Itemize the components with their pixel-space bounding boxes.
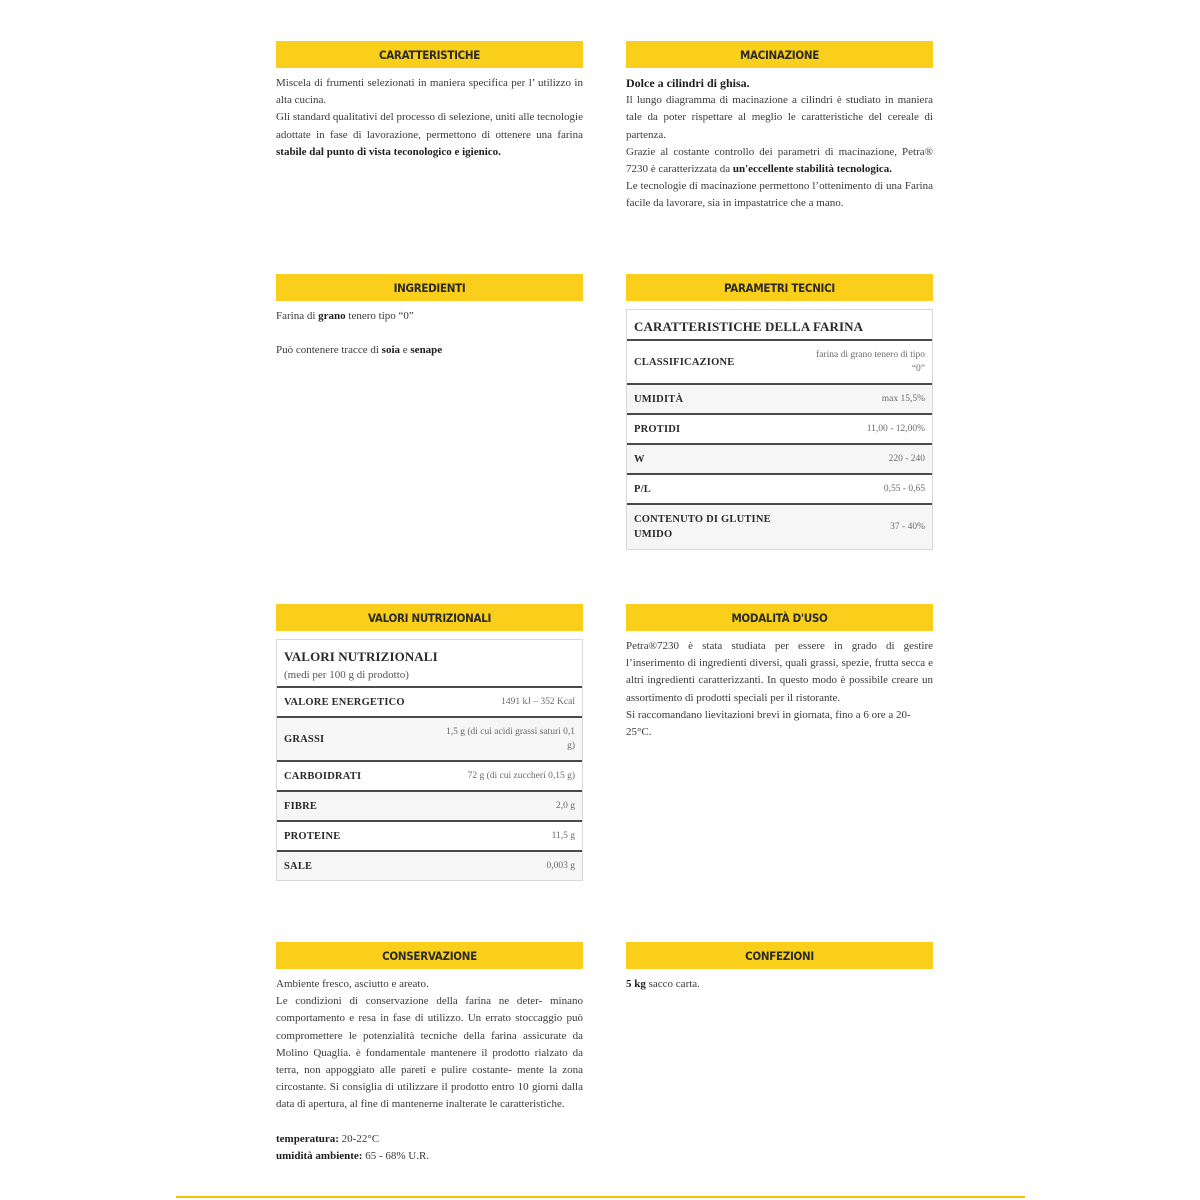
row-value: 0,003 g [546,861,575,871]
paragraph: Le condizioni di conservazione della farina ne deter- minano comportamento e resa in fase di utilizzo. Un errato stoccaggio può compromettere le potenzialità tecniche della farina assicurate da Molino Quaglia. è fondamentale mantenere il prodotto rialzato da terra, non appoggiato alle pareti e pulire costante- mente la zona circostante. Si consiglia di utilizzare il prodotto entro 10 giorni dalla data di apertura, al fine di mantenerne inalterate le caratteristiche. [276,995,583,1111]
section-header-ingredienti: INGREDIENTI [276,274,583,301]
table-row [277,716,582,760]
row-key: FIBRE [284,800,318,812]
text: Può contenere tracce di [276,344,382,357]
section-header-macinazione: MACINAZIONE [626,41,933,68]
spacer [276,1114,583,1131]
section-body [626,638,933,741]
text: 20-22°C [338,1132,380,1145]
bold-text: un'eccellente stabilità tecnologica. [732,163,893,176]
section-macinazione [626,41,933,213]
section-header-modalita: MODALITÀ D'USO [626,604,933,631]
bold-text: soia [381,344,401,357]
section-caratteristiche [276,41,583,161]
section-confezioni [626,942,933,993]
paragraph: Petra®7230 è stata studiata per essere in grado di gestire l’inserimento di ingredienti diversi, quali grassi, spezie, frutta secca e altri ingredienti caratterizzanti. In questo modo è possibile creare un assortimento di prodotti speciali per il ristorante. [626,640,933,704]
table-row [277,760,582,790]
section-header-confezioni: CONFEZIONI [626,942,933,969]
text: tenero tipo “0” [345,310,414,322]
section-body [276,75,583,161]
row-key: UMIDITÀ [634,393,684,405]
row-value: farina di grano tenero di tipo “0” [816,350,925,374]
humidity-line [276,1148,583,1165]
lead-text: Dolce a cilindri di ghisa. [626,76,750,90]
section-modalita-uso [626,604,933,741]
flour-characteristics-table [626,309,933,550]
bold-text: temperatura: [276,1132,339,1145]
row-value: 11,00 - 12,00% [866,424,925,434]
row-key: CLASSIFICAZIONE [634,356,735,368]
row-value: 37 - 40% [890,522,925,532]
bold-text: 5 kg [626,978,646,990]
table-row [277,820,582,850]
table-body [277,686,582,880]
row-value: max 15,5% [881,394,925,404]
table-row [627,413,932,443]
section-valori-nutrizionali [276,604,583,881]
paragraph: Ambiente fresco, asciutto e areato. [276,978,429,990]
table-row [277,790,582,820]
paragraph: Le tecnologie di macinazione permettono l’ottenimento di una Farina facile da lavorare, sia in impastatrice che a mano. [626,180,933,210]
row-value: 1491 kJ – 352 Kcal [501,697,575,707]
row-key: W [634,453,645,465]
table-row [627,503,932,549]
row-value: 72 g (di cui zuccheri 0,15 g) [467,771,575,781]
row-value: 2,0 g [556,801,575,811]
table-row [277,850,582,880]
temperature-line [276,1131,583,1148]
table-row [277,686,582,716]
text: Farina di [276,310,319,322]
spacer [276,325,583,342]
paragraph: Si raccomandano lievitazioni brevi in giornata, fino a 6 ore a 20-25°C. [626,708,911,739]
table-row [627,339,932,383]
package-line [626,976,933,993]
row-key: P/L [634,483,651,495]
paragraph: Miscela di frumenti selezionati in maniera specifica per l’ utilizzo in alta cucina. [276,77,583,107]
row-value: 11,5 g [551,831,575,841]
table-title: CARATTERISTICHE DELLA FARINA [634,319,864,334]
section-parametri-tecnici [626,274,933,550]
text: Grazie al costante controllo dei parametri di macinazione, Petra® 7230 è caratterizzata da [626,145,933,176]
bottom-divider [176,1196,1025,1198]
table-subtitle: (medi per 100 g di prodotto) [284,669,409,681]
bold-text: senape [410,344,443,357]
bold-text: grano [318,310,346,322]
section-body [276,976,583,1165]
section-header-conservazione: CONSERVAZIONE [276,942,583,969]
row-key: VALORE ENERGETICO [284,696,405,708]
row-value: 220 - 240 [888,454,925,464]
row-key: PROTEINE [284,830,341,842]
row-value: 0,55 - 0,65 [883,484,925,494]
row-value: 1,5 g (di cui acidi grassi saturi 0,1 g) [445,727,575,751]
paragraph [626,144,933,178]
row-key: GRASSI [284,733,325,745]
table-row [627,383,932,413]
text: sacco carta. [645,978,700,990]
allergen-line [276,342,583,359]
row-key: SALE [284,860,313,872]
section-conservazione [276,942,583,1165]
paragraph: Il lungo diagramma di macinazione a cilindri è studiato in maniera tale da poter rispettare al meglio le caratteristiche del cereale di partenza. [626,94,933,141]
bold-text: umidità ambiente: [276,1149,363,1162]
text: Gli standard qualitativi del processo di selezione, uniti alle tecnologie adottate in fase di lavorazione, permettono di ottenere una farina [276,111,583,141]
ingredient-line [276,308,583,325]
row-key: CONTENUTO DI GLUTINE UMIDO [634,514,771,540]
paragraph [276,109,583,161]
text: e [400,344,411,357]
nutrition-table [276,639,583,881]
section-body [626,75,933,213]
section-header-caratteristiche: CARATTERISTICHE [276,41,583,68]
row-key: CARBOIDRATI [284,770,362,782]
table-row [627,473,932,503]
table-row [627,443,932,473]
section-header-valori: VALORI NUTRIZIONALI [276,604,583,631]
row-key: PROTIDI [634,423,681,435]
section-ingredienti [276,274,583,359]
bold-text: stabile dal punto di vista teconologico e igienico. [276,145,501,158]
table-title: VALORI NUTRIZIONALI [284,649,438,664]
table-body [627,339,932,549]
section-body [276,308,583,359]
section-body [626,976,933,993]
section-header-parametri: PARAMETRI TECNICI [626,274,933,301]
text: 65 - 68% U.R. [362,1149,430,1162]
